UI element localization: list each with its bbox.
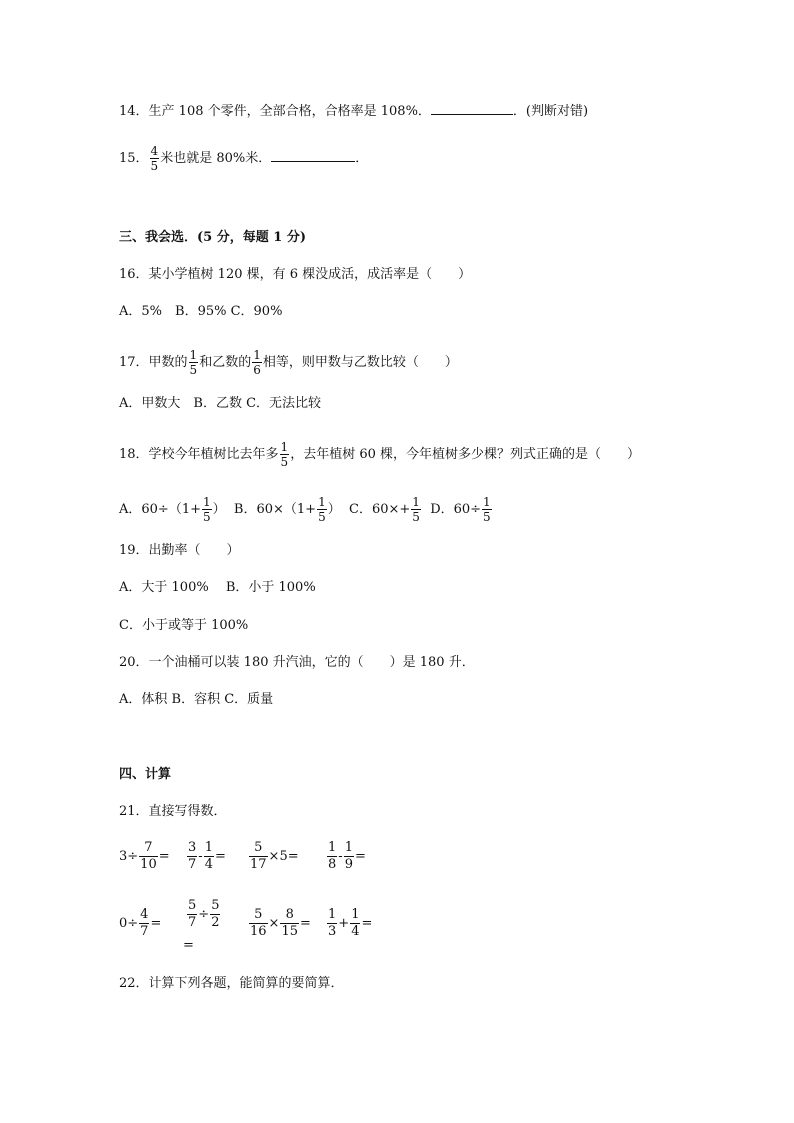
calc-item-5: [119, 907, 161, 940]
calc-8-equals: =: [361, 916, 373, 931]
calc-6-operator: ÷: [198, 907, 210, 922]
fraction-1-5: $\frac{1}{5}$: [189, 348, 198, 377]
question-16-options: A．5% B．95% C．90%: [119, 304, 283, 319]
fraction-7-10: $\frac{7}{10}$: [140, 840, 157, 872]
calc-5-prefix: 0÷: [119, 916, 139, 931]
option-d-text: D．60÷: [430, 502, 482, 517]
fraction-1-4: $\frac{1}{4}$: [351, 907, 360, 939]
question-18-options: [119, 495, 493, 524]
calc-item-7: [248, 907, 311, 940]
calc-2-equals: =: [214, 849, 226, 864]
question-20: 20．一个油桶可以装 180 升汽油，它的（ ）是 180 升．: [119, 655, 475, 670]
fraction-8-15: $\frac{8}{15}$: [281, 907, 298, 939]
calc-5-equals: =: [150, 916, 162, 931]
question-15-number: 15．: [119, 151, 149, 166]
question-17-text-b: 和乙数的: [199, 355, 252, 370]
question-14: [119, 100, 588, 121]
fraction-1-5: $\frac{1}{5}$: [318, 495, 326, 524]
fraction-5-2: $\frac{5}{2}$: [211, 898, 220, 930]
question-14-text: 14．生产 108 个零件，全部合格，合格率是 108%．: [119, 104, 431, 119]
calc-1-prefix: 3÷: [119, 849, 139, 864]
calc-7-operator: ×: [268, 916, 280, 931]
question-21: 21．直接写得数．: [119, 804, 227, 819]
question-15: [119, 144, 368, 173]
fraction-1-6: $\frac{1}{6}$: [253, 348, 261, 377]
question-19: 19．出勤率（ ）: [119, 543, 240, 558]
option-b-text: B．60×（1+: [233, 502, 317, 517]
fraction-3-7: $\frac{3}{7}$: [188, 840, 197, 872]
question-22: 22．计算下列各题，能简算的要简算．: [119, 976, 344, 991]
question-16: 16．某小学植树 120 棵，有 6 棵没成活，成活率是（ ）: [119, 267, 472, 282]
question-18-text-a: 18．学校今年植树比去年多: [119, 447, 279, 462]
fraction-1-5: $\frac{1}{5}$: [203, 495, 211, 524]
question-15-text: 米也就是 80%米．: [160, 151, 272, 166]
calc-4-operator: -: [338, 849, 343, 864]
fraction-1-5: $\frac{1}{5}$: [483, 495, 491, 524]
fraction-5-7: $\frac{5}{7}$: [188, 898, 197, 930]
question-17-options: A．甲数大 B．乙数 C．无法比较: [119, 396, 322, 411]
fraction-1-4: $\frac{1}{4}$: [204, 840, 213, 872]
fraction-4-7: $\frac{4}{7}$: [140, 907, 149, 939]
section-4-title: 四、计算: [119, 767, 172, 782]
fraction-5-16: $\frac{5}{16}$: [250, 907, 267, 939]
fraction-1-5: $\frac{1}{5}$: [412, 495, 420, 524]
option-c-text: C．60×+: [349, 502, 411, 517]
fraction-1-3: $\frac{1}{3}$: [328, 907, 337, 939]
fraction-5-17: $\frac{5}{17}$: [250, 840, 267, 872]
question-19-option-c: C．小于或等于 100%: [119, 618, 249, 633]
question-17-text-c: 相等，则甲数与乙数比较（ ）: [262, 355, 458, 370]
calc-item-8: [326, 907, 372, 940]
question-18-text-b: ，去年植树 60 棵，今年植树多少棵？列式正确的是（ ）: [290, 447, 640, 462]
calc-item-3: [248, 840, 299, 873]
calc-item-1: [119, 840, 170, 873]
question-17: [119, 348, 458, 377]
answer-blank-14[interactable]: [431, 100, 513, 115]
section-3-title: 三、我会选．(5 分，每题 1 分): [119, 230, 306, 245]
question-14-suffix: ．(判断对错): [512, 104, 589, 119]
question-15-suffix: ．: [355, 151, 369, 166]
calc-item-2: [186, 840, 226, 873]
option-a-end: ）: [212, 502, 226, 517]
option-b-end: ）: [327, 502, 341, 517]
answer-blank-15[interactable]: [271, 147, 355, 162]
calc-item-6: [186, 898, 221, 931]
calc-3-suffix: ×5=: [268, 849, 299, 864]
fraction-1-5: $\frac{1}{5}$: [280, 440, 289, 469]
calc-7-equals: =: [300, 916, 311, 931]
fraction-1-9: $\frac{1}{9}$: [344, 840, 353, 872]
fraction-1-8: $\frac{1}{8}$: [328, 840, 337, 872]
question-20-options: A．体积 B．容积 C．质量: [119, 692, 274, 707]
calc-6-equals: =: [183, 938, 194, 953]
question-19-options-ab: A．大于 100% B．小于 100%: [119, 580, 316, 595]
calc-item-4: [326, 840, 366, 873]
calc-2-operator: -: [198, 849, 203, 864]
option-a-text: A．60÷（1+: [119, 502, 201, 517]
fraction-4-5: $\frac{4}{5}$: [150, 144, 159, 173]
question-17-text-a: 17．甲数的: [119, 355, 188, 370]
calc-8-operator: +: [338, 916, 350, 931]
calc-4-equals: =: [354, 849, 366, 864]
question-18: [119, 440, 640, 469]
calc-1-equals: =: [158, 849, 170, 864]
